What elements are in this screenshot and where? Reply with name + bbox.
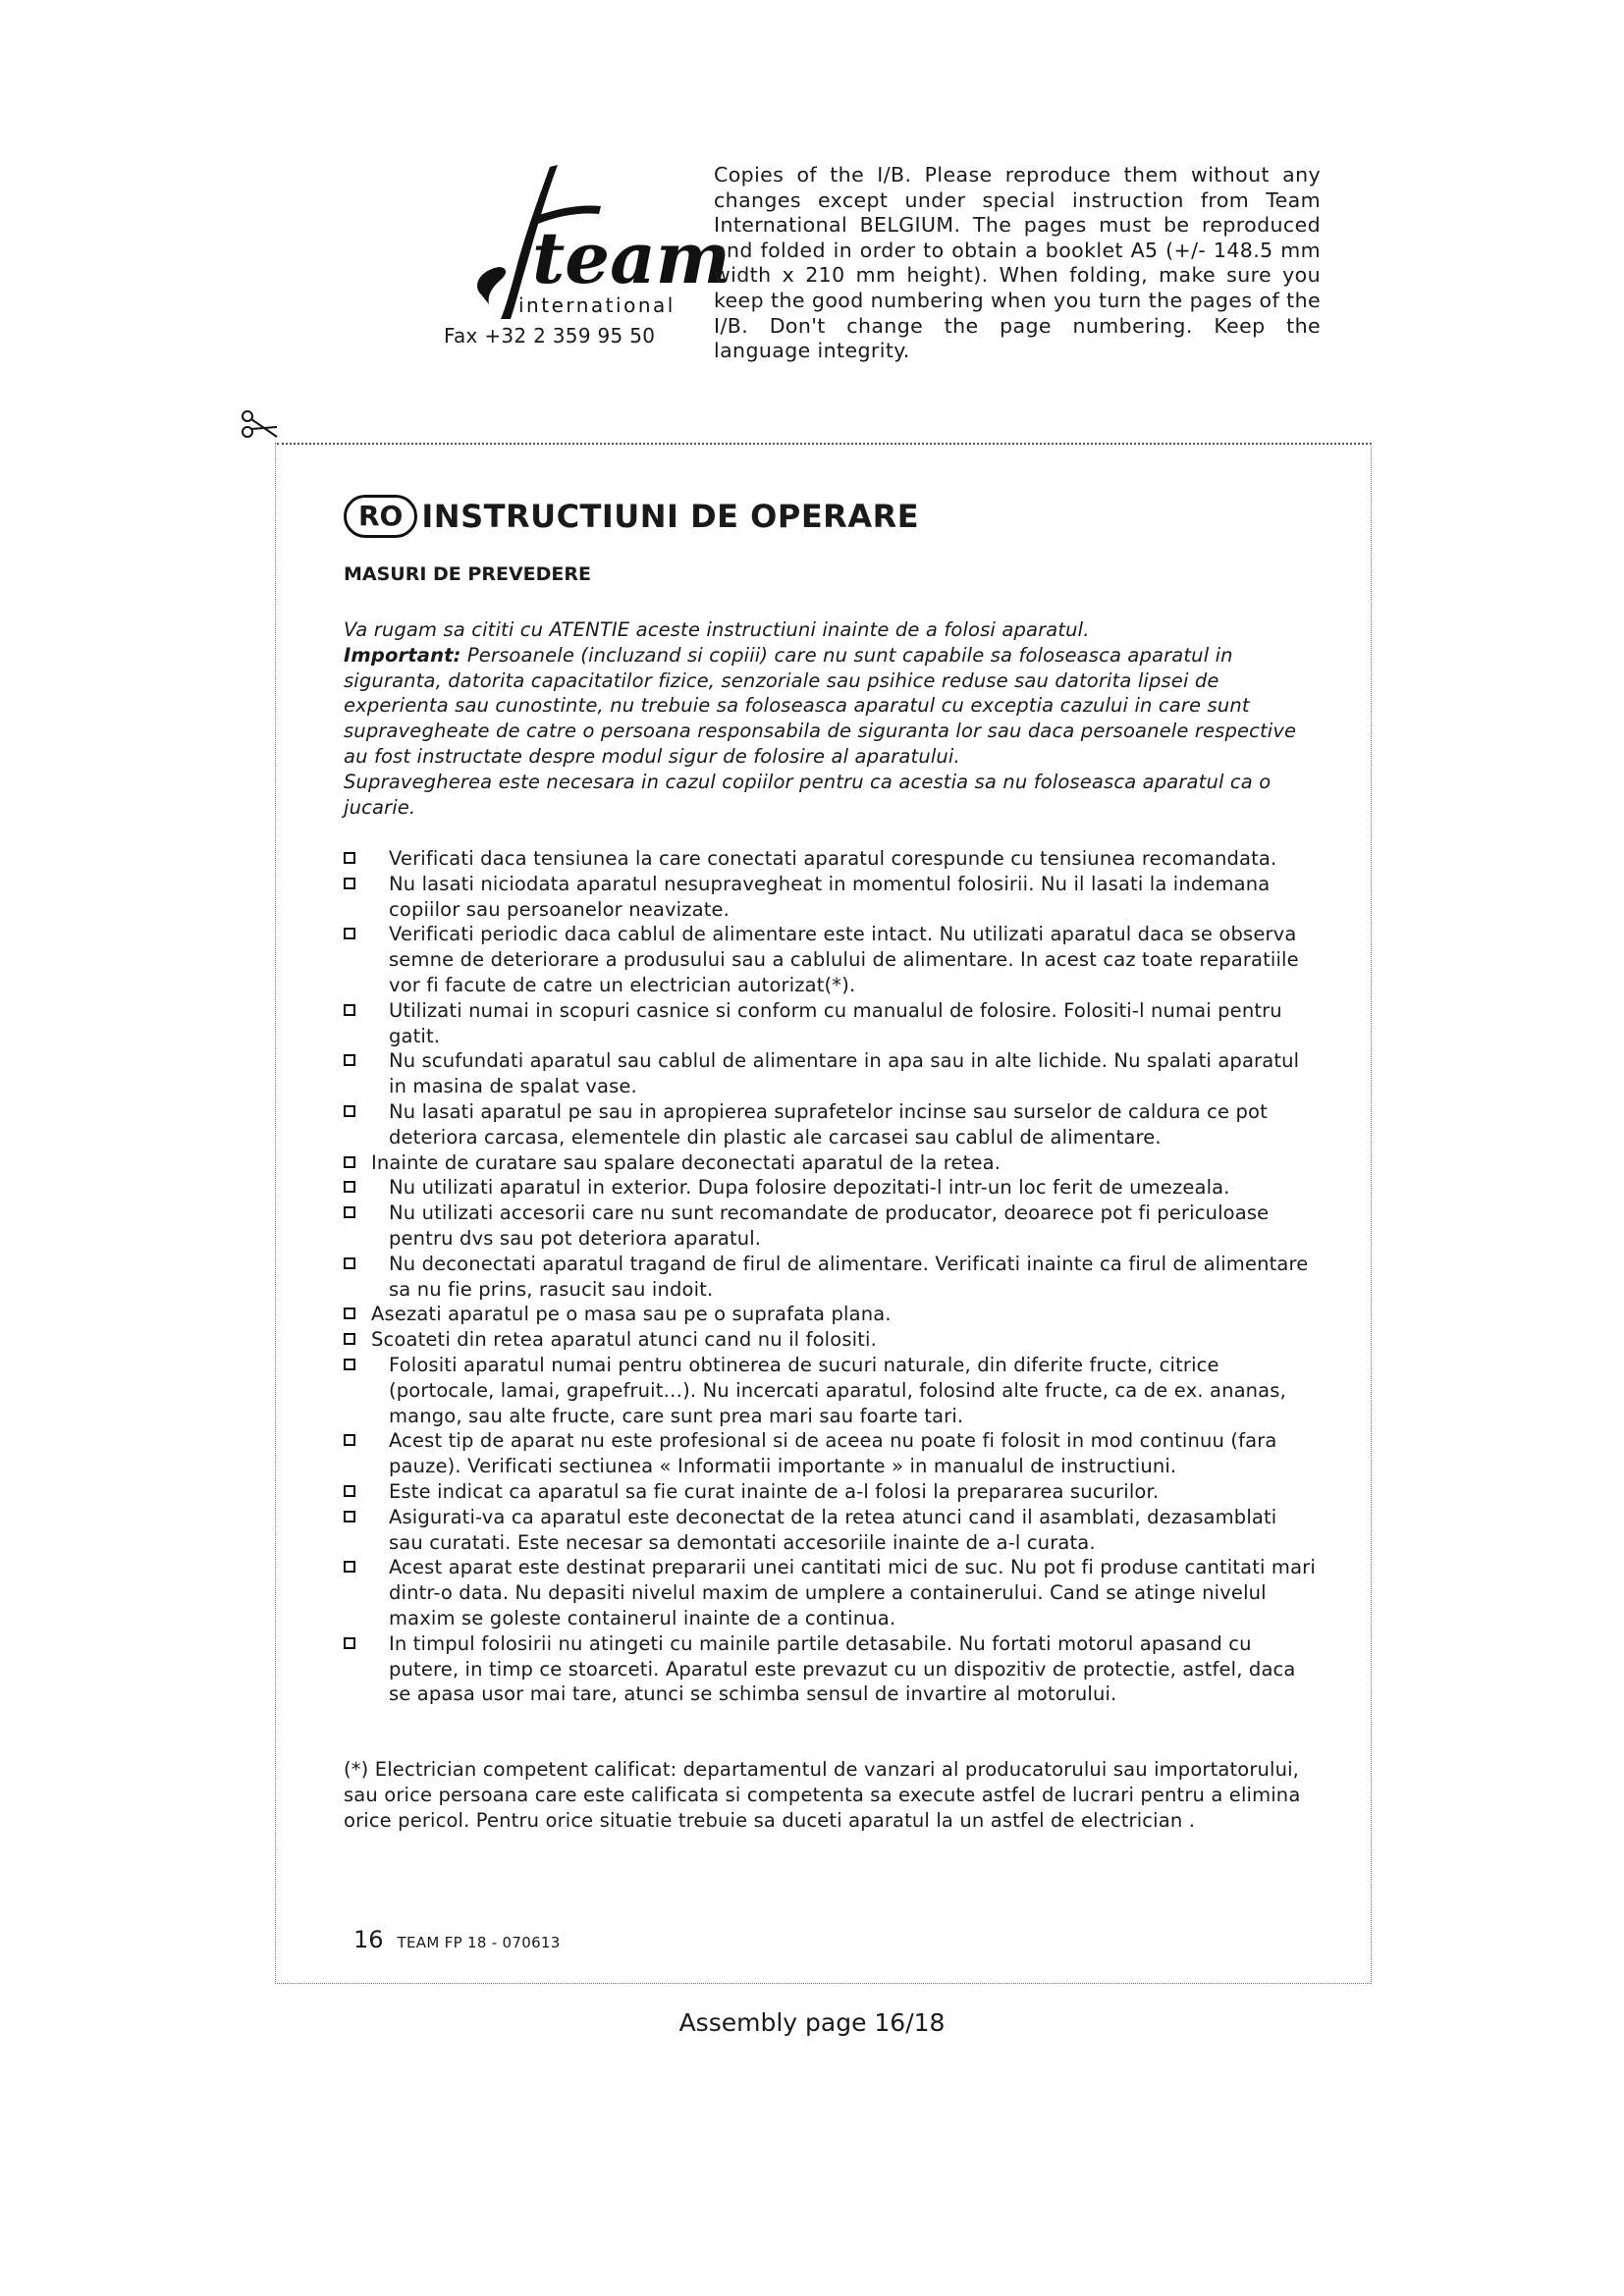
list-item-text: Asigurati-va ca aparatul este deconectat de la retea atunci cand il asamblati, dezasamblati sau curatati. Este necesar sa demontati accesoriile inainte de a-l curata.	[389, 1505, 1277, 1554]
list-item	[344, 1302, 1316, 1327]
list-item	[344, 1327, 1316, 1353]
checkbox-bullet-icon	[344, 1561, 355, 1573]
list-item	[344, 1631, 1316, 1707]
page-footer	[353, 1926, 561, 1953]
list-item	[344, 1201, 1316, 1252]
checkbox-bullet-icon	[344, 852, 355, 864]
list-item	[344, 1099, 1316, 1150]
list-item	[344, 922, 1316, 997]
list-item	[344, 1150, 1316, 1176]
checkbox-bullet-icon	[344, 1637, 355, 1649]
list-item-text: Scoateti din retea aparatul atunci cand nu il folositi.	[371, 1328, 877, 1352]
fax-number: Fax +32 2 359 95 50	[444, 324, 656, 347]
scissors-icon	[240, 407, 279, 441]
checkbox-bullet-icon	[344, 1181, 355, 1193]
checkbox-bullet-icon	[344, 878, 355, 889]
intro-important	[344, 643, 1316, 770]
section-heading	[344, 493, 919, 540]
checkbox-bullet-icon	[344, 1156, 355, 1168]
assembly-page-label: Assembly page 16/18	[678, 2008, 946, 2037]
checkbox-bullet-icon	[344, 1485, 355, 1497]
list-item	[344, 1175, 1316, 1201]
page-number: 16	[353, 1926, 384, 1953]
checkbox-bullet-icon	[344, 928, 355, 939]
list-item	[344, 846, 1316, 872]
list-item-text: Nu lasati aparatul pe sau in apropierea suprafetelor incinse sau surselor de caldura ce pot deteriora carcasa, elementele din plastic ale carcasei sau cablul de alimentare.	[389, 1099, 1268, 1148]
checkbox-bullet-icon	[344, 1206, 355, 1218]
important-text: Persoanele (incluzand si copiii) care nu sunt capabile sa foloseasca aparatul in siguranta, datorita capacitatilor fizice, senzoriale sau psihice reduse sau datorita lipsei de experienta sau cunostinte, nu trebuie sa foloseasca aparatul cu exceptia cazului in care sunt supravegheate de catre o persoana responsabila de siguranta lor sau daca persoanele respective au fost instructate despre modul sigur de folosire al aparatului.	[344, 643, 1297, 768]
checkbox-bullet-icon	[344, 1054, 355, 1066]
logo-sub: international	[518, 294, 676, 317]
list-item-text: Nu scufundati aparatul sau cablul de alimentare in apa sau in alte lichide. Nu spalati aparatul in masina de spalat vase.	[389, 1049, 1300, 1098]
list-item	[344, 1505, 1316, 1556]
list-item-text: Asezati aparatul pe o masa sau pe o suprafata plana.	[371, 1303, 892, 1326]
list-item-text: Verificati periodic daca cablul de alimentare este intact. Nu utilizati aparatul daca se observa semne de deteriorare a produsului sau a cablului de alimentare. In acest caz toate reparatiile vor fi facute de catre un electrician autorizat(*).	[389, 923, 1299, 996]
language-badge: RO	[344, 495, 417, 538]
list-item-text: Nu lasati niciodata aparatul nesupravegheat in momentul folosirii. Nu il lasati la indemana copiilor sau persoanelor neavizate.	[389, 872, 1271, 921]
section-subtitle: MASURI DE PREVEDERE	[344, 563, 591, 585]
checkbox-bullet-icon	[344, 1511, 355, 1522]
list-item-text: Este indicat ca aparatul sa fie curat inainte de a-l folosi la prepararea sucurilor.	[389, 1479, 1160, 1503]
checkbox-bullet-icon	[344, 1257, 355, 1269]
copies-instructions: Copies of the I/B. Please reproduce them without any changes except under special instruction from Team International BELGIUM. The pages must be reproduced and folded in order to obtain a booklet A5 (+/- 148.5 mm width x 210 mm height). When folding, make sure you keep the good numbering when you turn the pages of the I/B. Don't change the page numbering. Keep the language integrity.	[714, 163, 1321, 363]
list-item-text: Folositi aparatul numai pentru obtinerea de sucuri naturale, din diferite fructe, citrice (portocale, lamai, grapefruit…). Nu incercati aparatul, folosind alte fructe, ca de ex. ananas, mango, sau alte fructe, care sunt prea mari sau foarte tari.	[389, 1353, 1286, 1427]
list-item-text: Nu deconectati aparatul tragand de firul de alimentare. Verificati inainte ca firul de alimentare sa nu fie prins, rasucit sau indoit.	[389, 1252, 1309, 1301]
team-international-logo	[442, 157, 731, 334]
list-item	[344, 1428, 1316, 1479]
intro-text	[344, 617, 1316, 820]
checkbox-bullet-icon	[344, 1004, 355, 1016]
list-item	[344, 1048, 1316, 1099]
intro-line-3: Supravegherea este necesara in cazul copiilor pentru ca acestia sa nu foloseasca aparatul ca o jucarie.	[344, 770, 1272, 819]
checkbox-bullet-icon	[344, 1434, 355, 1446]
list-item	[344, 1555, 1316, 1630]
important-label: Important:	[344, 643, 461, 667]
list-item-text: Verificati daca tensiunea la care conectati aparatul corespunde cu tensiunea recomandata.	[389, 847, 1277, 870]
list-item-text: In timpul folosirii nu atingeti cu mainile partile detasabile. Nu fortati motorul apasand cu putere, in timp ce stoarceti. Aparatul este prevazut cu un dispozitiv de protectie, astfel, daca se apasa usor mai tare, atunci se schimba sensul de invartire al motorului.	[389, 1631, 1296, 1706]
list-item-text: Acest aparat este destinat prepararii unei cantitati mici de suc. Nu pot fi produse cantitati mari dintr-o data. Nu depasiti nivelul maxim de umplere a containerului. Cand se atinge nivelul maxim se goleste containerul inainte de a continua.	[389, 1556, 1316, 1629]
logo-word: team	[532, 216, 731, 299]
section-title: INSTRUCTIUNI DE OPERARE	[421, 498, 920, 535]
checkbox-bullet-icon	[344, 1333, 355, 1345]
list-item-text: Nu utilizati accesorii care nu sunt recomandate de producator, deoarece pot fi periculoase pentru dvs sau pot deteriora aparatul.	[389, 1201, 1270, 1250]
electrician-footnote: (*) Electrician competent calificat: departamentul de vanzari al producatorului sau importatorului, sau orice persoana care este calificata si competenta sa execute astfel de lucrari pentru a elimina orice pericol. Pentru orice situatie trebuie sa duceti aparatul la un astfel de electrician .	[344, 1758, 1301, 1832]
model-code: TEAM FP 18 - 070613	[397, 1934, 561, 1951]
checkbox-bullet-icon	[344, 1105, 355, 1117]
list-item-text: Inainte de curatare sau spalare deconectati aparatul de la retea.	[371, 1150, 1001, 1174]
list-item	[344, 1252, 1316, 1303]
list-item	[344, 1353, 1316, 1428]
precautions-list	[344, 846, 1316, 1707]
checkbox-bullet-icon	[344, 1308, 355, 1319]
intro-line-1: Va rugam sa cititi cu ATENTIE aceste instructiuni inainte de a folosi aparatul.	[344, 618, 1090, 641]
list-item-text: Nu utilizati aparatul in exterior. Dupa folosire depozitati-l intr-un loc ferit de umezeala.	[389, 1176, 1230, 1200]
list-item	[344, 998, 1316, 1049]
list-item	[344, 872, 1316, 923]
checkbox-bullet-icon	[344, 1359, 355, 1370]
list-item-text: Acest tip de aparat nu este profesional si de aceea nu poate fi folosit in mod continuu (fara pauze). Verificati sectiunea « Informatii importante » in manualul de instructiuni.	[389, 1429, 1277, 1478]
list-item-text: Utilizati numai in scopuri casnice si conform cu manualul de folosire. Folositi-l numai pentru gatit.	[389, 998, 1282, 1047]
list-item	[344, 1479, 1316, 1505]
